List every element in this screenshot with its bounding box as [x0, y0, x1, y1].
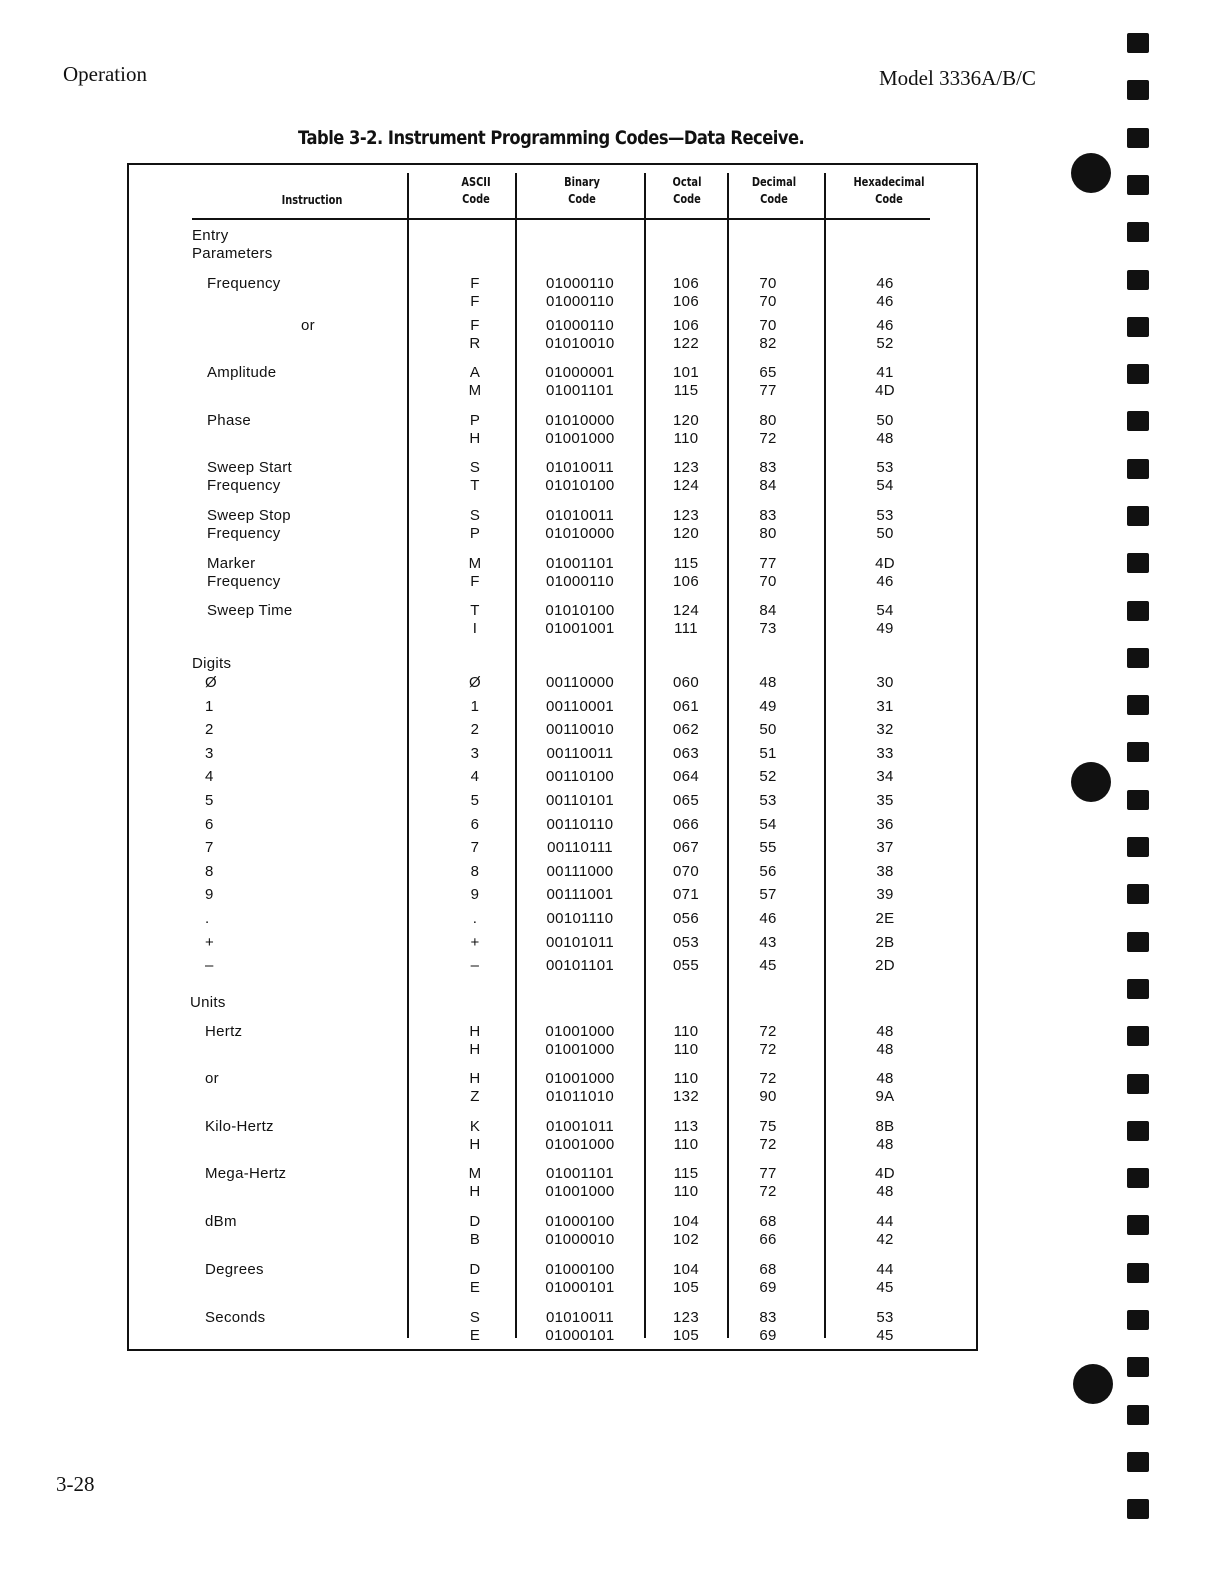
- cell-hex: 53 50: [876, 507, 894, 542]
- cell-binary: 01001011 01001000: [545, 1118, 615, 1153]
- cell-hex: 50 48: [876, 412, 894, 447]
- cell-binary: 01000100 01000010: [545, 1213, 615, 1248]
- cell-decimal: 77 72: [759, 1165, 777, 1200]
- cell-binary: 00111001: [546, 886, 614, 904]
- cell-decimal: 68 66: [759, 1213, 777, 1248]
- binding-loop: [1127, 128, 1149, 148]
- section-title-entry-parameters: Entry Parameters: [192, 227, 273, 262]
- row-label: Amplitude: [207, 364, 277, 381]
- header-underline: [192, 218, 930, 220]
- binding-loop: [1127, 1357, 1149, 1377]
- cell-octal: 124 111: [673, 602, 699, 637]
- table-caption: Table 3-2. Instrument Programming Codes—Data Receive.: [298, 127, 805, 149]
- cell-decimal: 77 70: [759, 555, 777, 590]
- column-header-line: Octal: [672, 175, 702, 189]
- cell-hex: 31: [876, 697, 894, 715]
- cell-ascii: H H: [469, 1023, 481, 1058]
- binding-loop: [1127, 553, 1149, 573]
- row-label: 3: [205, 744, 214, 762]
- cell-octal: 104 105: [673, 1261, 699, 1296]
- cell-octal: 066: [673, 815, 699, 833]
- cell-hex: 2D: [875, 957, 895, 975]
- header-model-name: Model 3336A/B/C: [879, 66, 1036, 90]
- cell-binary: 01010000 01001000: [545, 412, 615, 447]
- cell-ascii: +: [470, 933, 480, 951]
- cell-hex: 39: [876, 886, 894, 904]
- row-label: Kilo-Hertz: [205, 1118, 274, 1135]
- cell-binary: 01000110 01010010: [545, 317, 615, 352]
- column-header: [537, 174, 627, 208]
- cell-ascii: –: [470, 957, 480, 975]
- binding-loop: [1127, 1121, 1149, 1141]
- binding-loop: [1127, 1452, 1149, 1472]
- binding-loop: [1127, 411, 1149, 431]
- cell-octal: 061: [673, 697, 699, 715]
- cell-binary: 00111000: [546, 862, 614, 880]
- cell-ascii: 4: [470, 768, 480, 786]
- punch-hole: [1071, 153, 1111, 193]
- column-header-line: Code: [673, 192, 701, 206]
- row-label: 4: [205, 768, 214, 786]
- cell-hex: 46 46: [876, 275, 894, 310]
- cell-ascii: F F: [470, 275, 480, 310]
- cell-decimal: 54: [759, 815, 777, 833]
- row-label: or: [205, 1070, 219, 1087]
- cell-ascii: D B: [469, 1213, 481, 1248]
- cell-ascii: S T: [469, 459, 481, 494]
- cell-binary: 00110101: [545, 792, 615, 809]
- column-header-line: Decimal: [751, 175, 797, 189]
- binding-loop: [1127, 175, 1149, 195]
- cell-ascii: 7: [470, 839, 480, 857]
- column-divider: [824, 173, 826, 1338]
- binding-loop: [1127, 837, 1149, 857]
- cell-octal: 110 132: [673, 1070, 699, 1105]
- cell-binary: 01010011 01000101: [545, 1309, 615, 1344]
- cell-decimal: 57: [759, 886, 777, 904]
- row-label: 5: [205, 792, 214, 809]
- column-header-line: Code: [760, 192, 788, 206]
- cell-octal: 065: [673, 792, 699, 809]
- cell-decimal: 56: [759, 862, 777, 880]
- row-label: Sweep Time: [207, 602, 293, 619]
- row-label: 7: [205, 839, 214, 857]
- cell-decimal: 83 80: [759, 507, 777, 542]
- row-label: +: [205, 933, 215, 951]
- cell-octal: 113 110: [673, 1118, 699, 1153]
- binding-loop: [1127, 33, 1149, 53]
- cell-octal: 070: [673, 862, 699, 880]
- binding-loop: [1127, 601, 1149, 621]
- cell-ascii: D E: [469, 1261, 481, 1296]
- cell-ascii: M F: [468, 555, 482, 590]
- cell-decimal: 72 90: [759, 1070, 777, 1105]
- column-divider: [727, 173, 729, 1338]
- column-header-line: Hexadecimal: [853, 175, 925, 189]
- cell-decimal: 43: [759, 933, 777, 951]
- row-label: Ø: [205, 674, 217, 691]
- binding-loop: [1127, 790, 1149, 810]
- header-section-title: Operation: [63, 62, 147, 86]
- cell-octal: 060: [673, 674, 699, 691]
- cell-octal: 106 122: [673, 317, 699, 352]
- binding-loop: [1127, 979, 1149, 999]
- column-header-line: Binary: [564, 175, 600, 189]
- row-label: Frequency: [207, 275, 281, 292]
- row-label: Sweep Stop Frequency: [207, 507, 291, 542]
- cell-hex: 38: [876, 862, 894, 880]
- binding-loop: [1127, 80, 1149, 100]
- cell-decimal: 72 72: [759, 1023, 777, 1058]
- cell-hex: 48 9A: [875, 1070, 895, 1105]
- cell-octal: 123 120: [673, 507, 699, 542]
- cell-hex: 41 4D: [875, 364, 895, 399]
- cell-binary: 00110100: [545, 768, 615, 786]
- binding-loop: [1127, 1263, 1149, 1283]
- cell-binary: 00110010: [545, 721, 615, 739]
- cell-decimal: 80 72: [759, 412, 777, 447]
- cell-hex: 2E: [875, 910, 895, 927]
- binding-loop: [1127, 884, 1149, 904]
- cell-binary: 01000100 01000101: [545, 1261, 615, 1296]
- binding-loop: [1127, 364, 1149, 384]
- row-label: Mega-Hertz: [205, 1165, 287, 1182]
- binding-loop: [1127, 742, 1149, 762]
- cell-octal: 115 106: [673, 555, 699, 590]
- cell-binary: 00110000: [545, 674, 615, 691]
- row-label: .: [205, 910, 210, 927]
- cell-ascii: 3: [470, 744, 480, 762]
- cell-binary: 01001101 01000110: [545, 555, 615, 590]
- cell-octal: 064: [673, 768, 699, 786]
- programming-codes-table: [127, 163, 978, 1351]
- row-label: dBm: [205, 1213, 237, 1230]
- cell-octal: 055: [673, 957, 699, 975]
- cell-ascii: 2: [470, 721, 480, 739]
- binding-loop: [1127, 648, 1149, 668]
- cell-octal: 056: [673, 910, 699, 927]
- cell-decimal: 52: [759, 768, 777, 786]
- row-label: 8: [205, 862, 214, 880]
- cell-decimal: 53: [759, 792, 777, 809]
- cell-ascii: T I: [470, 602, 480, 637]
- column-header: [443, 174, 509, 208]
- cell-decimal: 65 77: [759, 364, 777, 399]
- cell-hex: 4D 48: [875, 1165, 895, 1200]
- binding-loop: [1127, 1168, 1149, 1188]
- cell-decimal: 50: [759, 721, 777, 739]
- punch-hole: [1071, 762, 1111, 802]
- cell-hex: 8B 48: [875, 1118, 895, 1153]
- row-label: 9: [205, 886, 214, 904]
- cell-decimal: 83 69: [759, 1309, 777, 1344]
- cell-ascii: K H: [469, 1118, 481, 1153]
- cell-ascii: S E: [469, 1309, 481, 1344]
- column-header: [836, 174, 943, 208]
- binding-loop: [1127, 1074, 1149, 1094]
- cell-ascii: S P: [469, 507, 481, 542]
- cell-decimal: 70 70: [759, 275, 777, 310]
- cell-hex: 2B: [875, 933, 895, 951]
- cell-ascii: Ø: [469, 674, 481, 691]
- cell-ascii: 6: [470, 815, 480, 833]
- cell-binary: 01001000 01001000: [545, 1023, 615, 1058]
- cell-binary: 00110111: [547, 839, 613, 857]
- cell-decimal: 46: [759, 910, 777, 927]
- column-divider: [644, 173, 646, 1338]
- cell-ascii: M H: [468, 1165, 482, 1200]
- column-header-line: Code: [875, 192, 903, 206]
- cell-octal: 123 105: [673, 1309, 699, 1344]
- cell-hex: 33: [876, 744, 894, 762]
- cell-octal: 110 110: [673, 1023, 699, 1058]
- cell-decimal: 51: [759, 744, 777, 762]
- column-divider: [407, 173, 409, 1338]
- cell-hex: 37: [876, 839, 894, 857]
- cell-binary: 00110001: [545, 697, 615, 715]
- cell-binary: 00110110: [546, 815, 614, 833]
- cell-hex: 35: [876, 792, 894, 809]
- binding-loop: [1127, 317, 1149, 337]
- binding-loop: [1127, 459, 1149, 479]
- cell-octal: 062: [673, 721, 699, 739]
- column-header-line: ASCII: [461, 175, 491, 189]
- cell-ascii: 1: [470, 697, 480, 715]
- cell-binary: 01001101 01001000: [545, 1165, 615, 1200]
- row-label: Degrees: [205, 1261, 264, 1278]
- cell-binary: 00101110: [546, 910, 614, 927]
- cell-binary: 01010011 01010100: [545, 459, 615, 494]
- binding-loop: [1127, 695, 1149, 715]
- column-divider: [515, 173, 517, 1338]
- cell-hex: 53 45: [876, 1309, 894, 1344]
- cell-binary: 01001000 01011010: [545, 1070, 615, 1105]
- cell-decimal: 83 84: [759, 459, 777, 494]
- cell-ascii: H Z: [469, 1070, 481, 1105]
- row-label: Seconds: [205, 1309, 266, 1326]
- column-header-line: Instruction: [281, 193, 343, 207]
- column-header: [263, 192, 361, 209]
- row-label: Sweep Start Frequency: [207, 459, 293, 494]
- row-label: Hertz: [205, 1023, 243, 1040]
- cell-octal: 067: [673, 839, 699, 857]
- cell-decimal: 48: [759, 674, 777, 691]
- cell-ascii: P H: [469, 412, 481, 447]
- binding-loop: [1127, 270, 1149, 290]
- cell-hex: 44 42: [876, 1213, 894, 1248]
- cell-hex: 54 49: [876, 602, 894, 637]
- cell-decimal: 84 73: [759, 602, 777, 637]
- cell-octal: 063: [673, 744, 699, 762]
- row-label: Phase: [207, 412, 252, 429]
- cell-binary: 00110011: [546, 744, 614, 762]
- cell-hex: 32: [876, 721, 894, 739]
- cell-octal: 071: [673, 886, 699, 904]
- cell-hex: 30: [876, 674, 894, 691]
- binding-loop: [1127, 1405, 1149, 1425]
- cell-ascii: A M: [468, 364, 482, 399]
- cell-octal: 053: [673, 933, 699, 951]
- cell-octal: 106 106: [673, 275, 699, 310]
- cell-decimal: 70 82: [759, 317, 777, 352]
- cell-hex: 48 48: [876, 1023, 894, 1058]
- section-title-units: Units: [190, 994, 226, 1011]
- cell-binary: 01010100 01001001: [545, 602, 615, 637]
- section-title-digits: Digits: [192, 655, 232, 672]
- cell-decimal: 45: [759, 957, 777, 975]
- cell-decimal: 68 69: [759, 1261, 777, 1296]
- cell-hex: 34: [876, 768, 894, 786]
- cell-decimal: 49: [759, 697, 777, 715]
- binding-loop: [1127, 222, 1149, 242]
- row-label: 2: [205, 721, 214, 739]
- binding-loop: [1127, 1215, 1149, 1235]
- cell-ascii: 8: [470, 862, 480, 880]
- column-header-line: Code: [462, 192, 490, 206]
- cell-decimal: 75 72: [759, 1118, 777, 1153]
- cell-hex: 46 52: [876, 317, 894, 352]
- binding-loop: [1127, 932, 1149, 952]
- page-number: 3-28: [56, 1472, 95, 1496]
- cell-octal: 101 115: [673, 364, 699, 399]
- row-label: 1: [205, 697, 214, 715]
- cell-ascii: .: [472, 910, 478, 927]
- cell-octal: 123 124: [673, 459, 699, 494]
- cell-binary: 00101101: [545, 957, 615, 975]
- cell-ascii: 5: [470, 792, 480, 809]
- row-label: or: [301, 317, 315, 334]
- binding-loop: [1127, 1026, 1149, 1046]
- row-label: Marker Frequency: [207, 555, 281, 590]
- cell-binary: 01000110 01000110: [545, 275, 615, 310]
- cell-octal: 104 102: [673, 1213, 699, 1248]
- cell-decimal: 55: [759, 839, 777, 857]
- cell-binary: 00101011: [545, 933, 615, 951]
- column-header: [658, 174, 715, 208]
- cell-hex: 36: [876, 815, 894, 833]
- cell-octal: 115 110: [673, 1165, 699, 1200]
- binding-loop: [1127, 1310, 1149, 1330]
- row-label: 6: [205, 815, 214, 833]
- column-header: [737, 174, 811, 208]
- cell-ascii: F R: [469, 317, 481, 352]
- binding-loop: [1127, 1499, 1149, 1519]
- cell-hex: 53 54: [876, 459, 894, 494]
- cell-octal: 120 110: [673, 412, 699, 447]
- row-label: –: [205, 957, 214, 975]
- binding-loop: [1127, 506, 1149, 526]
- cell-hex: 4D 46: [875, 555, 895, 590]
- punch-hole: [1073, 1364, 1113, 1404]
- cell-hex: 44 45: [876, 1261, 894, 1296]
- cell-binary: 01010011 01010000: [545, 507, 615, 542]
- cell-binary: 01000001 01001101: [545, 364, 615, 399]
- cell-ascii: 9: [470, 886, 480, 904]
- column-header-line: Code: [568, 192, 596, 206]
